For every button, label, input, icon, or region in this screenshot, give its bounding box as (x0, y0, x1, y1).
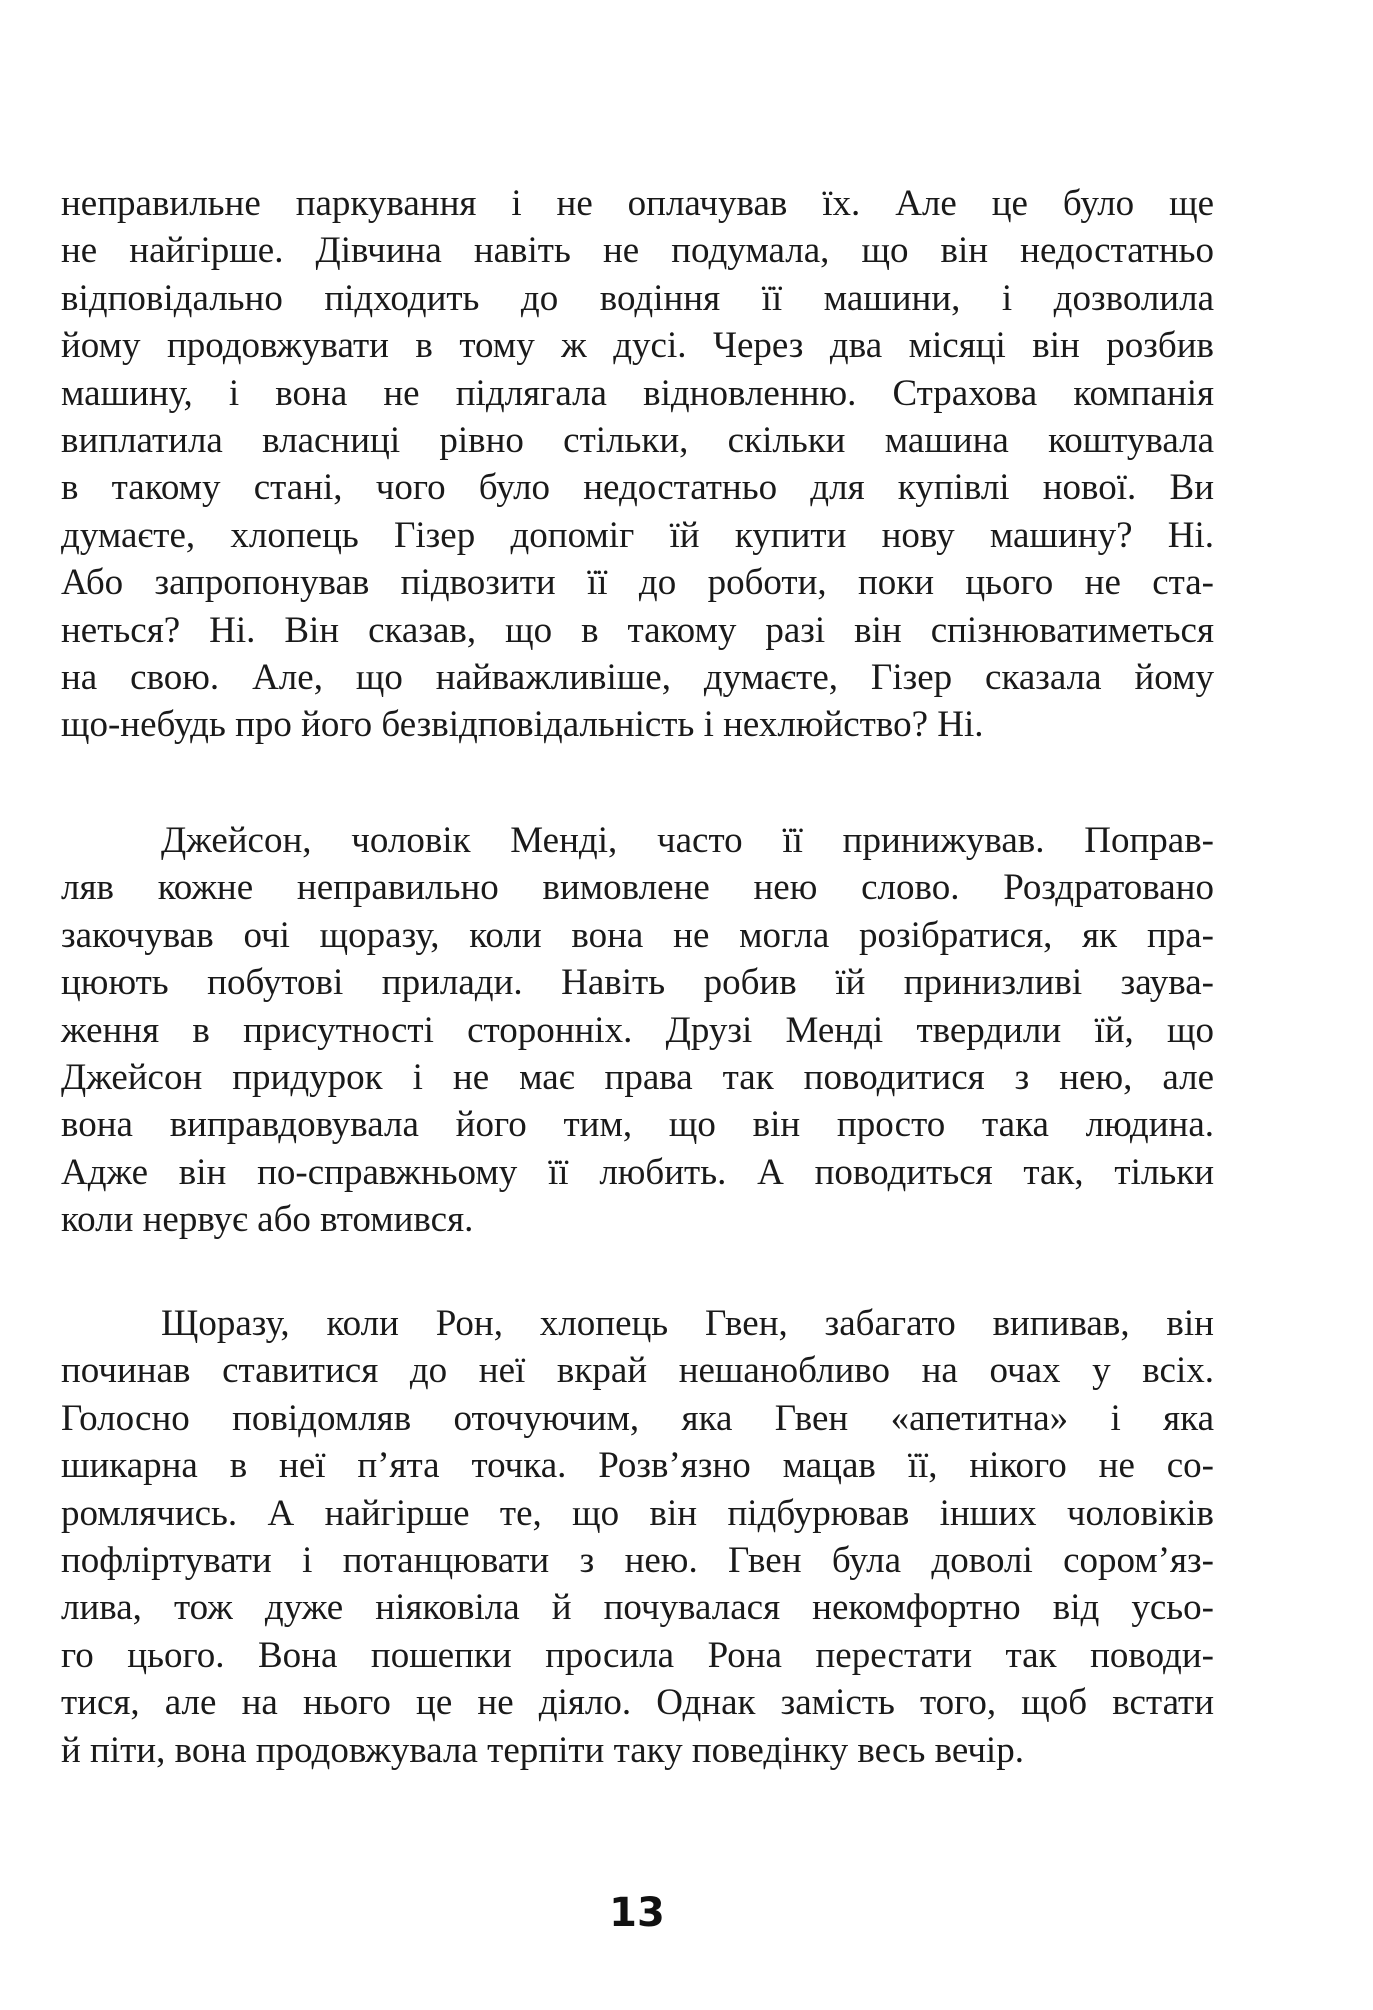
text-line: й піти, вона продовжувала терпіти таку поведінку весь вечір. (61, 1729, 1024, 1771)
text-line: починав ставитися до неї вкрай нешанобливо на очах у всіх. (61, 1350, 1214, 1392)
paragraph-3 (61, 1300, 1214, 1774)
text-line: шикарна в неї п’ята точка. Розв’язно мацав її, нікого не со- (61, 1445, 1214, 1487)
text-line: тися, але на нього це не діяло. Однак замість того, щоб встати (61, 1682, 1214, 1724)
text-line: неться? Ні. Він сказав, що в такому разі він спізнюватиметься (61, 609, 1214, 651)
text-line: Джейсон придурок і не має права так поводитися з нею, але (61, 1056, 1214, 1098)
text-line: йому продовжувати в тому ж дусі. Через два місяці він розбив (61, 325, 1214, 367)
text-line: думаєте, хлопець Гізер допоміг їй купити нову машину? Ні. (61, 514, 1214, 556)
text-line: в такому стані, чого було недостатньо для купівлі нової. Ви (61, 467, 1214, 509)
text-line: неправильне паркування і не оплачував їх. Але це було ще (61, 183, 1214, 224)
text-line: го цього. Вона пошепки просила Рона перестати так поводи- (61, 1634, 1214, 1676)
text-line: Адже він по-справжньому її любить. А поводиться так, тільки (61, 1151, 1214, 1193)
text-line: машину, і вона не підлягала відновленню. Страхова компанія (61, 372, 1214, 414)
text-line: Щоразу, коли Рон, хлопець Гвен, забагато випивав, він (161, 1303, 1214, 1344)
text-line: виплатила власниці рівно стільки, скільки машина коштувала (61, 419, 1214, 461)
text-line: Або запропонував підвозити її до роботи, поки цього не ста- (61, 562, 1214, 604)
text-line: закочував очі щоразу, коли вона не могла розібратися, як пра- (61, 914, 1214, 956)
text-line: пофліртувати і потанцювати з нею. Гвен була доволі сором’яз- (61, 1539, 1214, 1581)
text-line: лива, тож дуже ніяковіла й почувалася некомфортно від усьо- (61, 1587, 1214, 1629)
text-line: цюють побутові прилади. Навіть робив їй принизливі заува- (61, 962, 1214, 1004)
text-line: Голосно повідомляв оточуючим, яка Гвен «апетитна» і яка (61, 1397, 1214, 1439)
text-line: ромлячись. А найгірше те, що він підбурював інших чоловіків (61, 1492, 1214, 1534)
text-line: ження в присутності сторонніх. Друзі Менді твердили їй, що (61, 1009, 1214, 1051)
text-line: що-небудь про його безвідповідальність і нехлюйство? Ні. (61, 704, 984, 746)
text-line: ляв кожне неправильно вимовлене нею слово. Роздратовано (61, 867, 1214, 909)
text-line: не найгірше. Дівчина навіть не подумала, що він недостатньо (61, 230, 1214, 272)
text-line: Джейсон, чоловік Менді, часто її принижував. Поправ- (161, 820, 1214, 861)
paragraph-2 (61, 817, 1214, 1244)
text-line: коли нервує або втомився. (61, 1199, 474, 1241)
text-line: на свою. Але, що найважливіше, думаєте, Гізер сказала йому (61, 656, 1214, 698)
text-line: вона виправдовувала його тим, що він просто така людина. (61, 1104, 1214, 1146)
paragraph-1 (61, 180, 1214, 749)
text-line: відповідально підходить до водіння її машини, і дозволила (61, 277, 1214, 319)
page-number: 13 (609, 1890, 665, 1936)
